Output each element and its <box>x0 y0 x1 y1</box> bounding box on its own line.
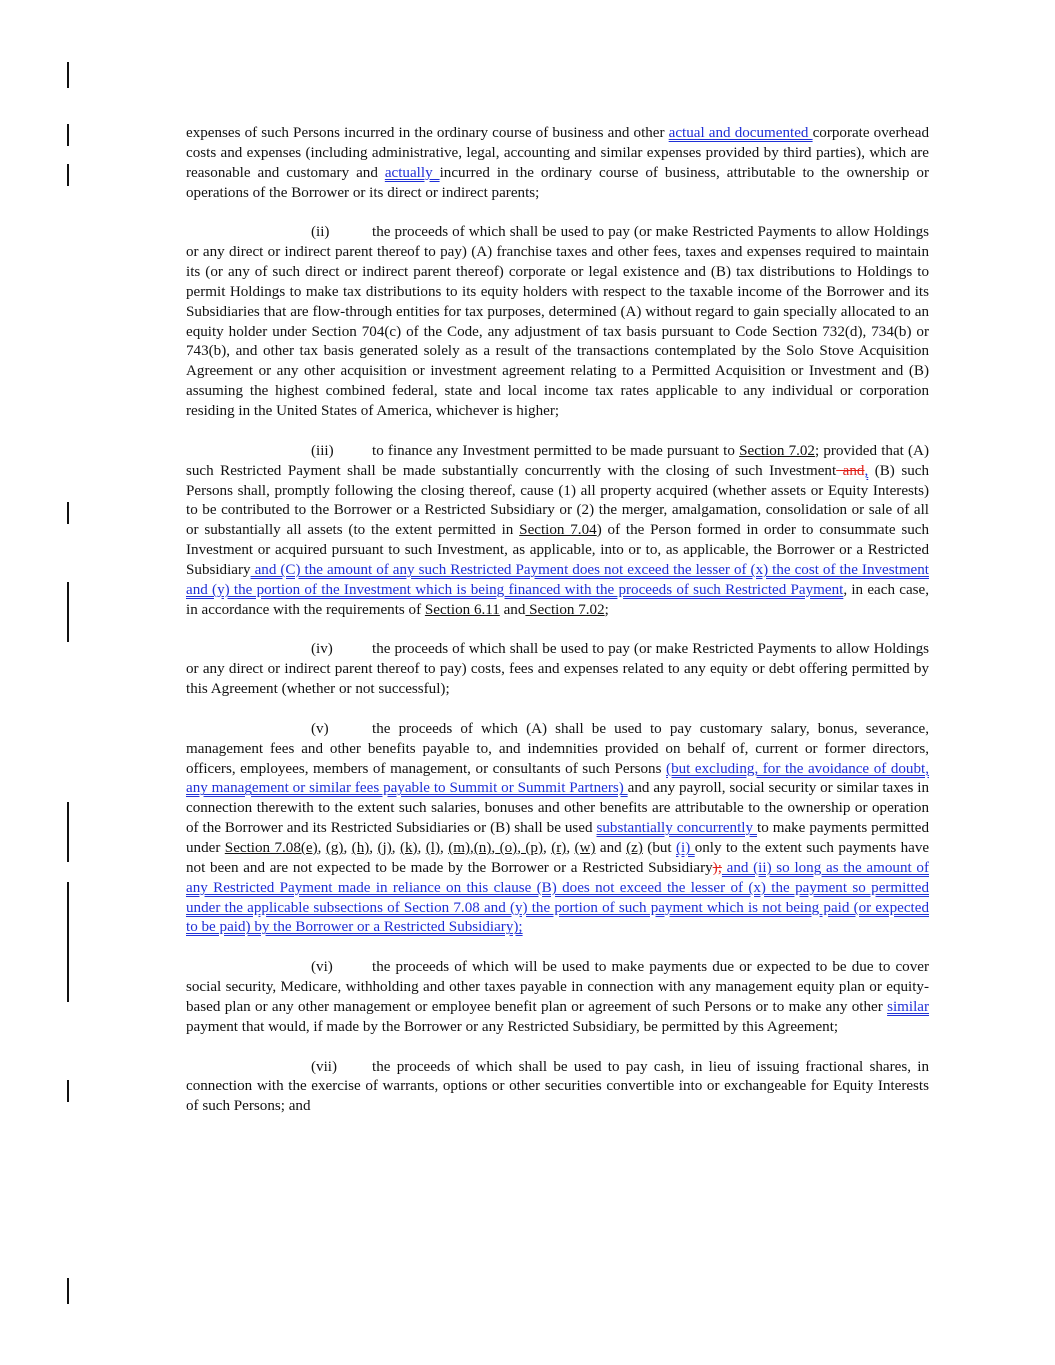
text: and <box>595 840 627 856</box>
text: ; <box>604 601 609 618</box>
text: , <box>566 840 575 856</box>
section-reference: (l) <box>425 840 440 856</box>
section-reference: Section 7.04 <box>519 522 597 539</box>
text: expenses of such Persons incurred in the ordinary course of business and other <box>186 125 669 141</box>
text: (but <box>642 840 677 856</box>
text: the proceeds of which shall be used to pay (or make Restricted Payments to allow Holdings or any direct or indirect parent thereof to pay) (A) franchise taxes and other fees, taxes and expenses required to maintain its (or any of such direct or indirect parent thereof) corporate or legal existence and (B) tax distributions to Holdings to permit Holdings to make tax distributions to its equity holders with respect to the taxable income of the Borrower and its Subsidiaries that are flow-through entities for tax purposes, determined (A) without regard to gain specially allocated to an equity holder under Section 704(c) of the Code, any adjustment of tax basis pursuant to Code Section 732(d), 734(b) or 743(b), and other tax basis generated solely as a result of the transactions contemplated by the Solo Stove Acquisition Agreement or any other acquisition or investment agreement relating to a Permitted Acquisition or Investment and (B) assuming the highest combined federal, state and local income tax rates applicable to any individual or corporation residing in the United States of America, whichever is higher; <box>186 224 929 419</box>
clause-iv <box>186 640 929 700</box>
clause-number: (vi) <box>311 959 333 976</box>
section-reference: (z) <box>626 840 643 856</box>
text: , <box>417 840 426 856</box>
text: , <box>440 840 449 856</box>
text: , <box>491 840 496 856</box>
text: corporate overhead costs and expenses (including administrative, legal, accounting and similar expenses provided by third parties), which are reasonable and customary and <box>186 125 929 181</box>
section-reference: (h) <box>351 840 370 856</box>
insertion: actually <box>384 164 440 181</box>
text: the proceeds of which (A) shall be used to pay customary salary, bonus, severance, management fees and other benefits payable to, and indemnities provided on behalf of, current or former directors, officers, employees, members of management, or consultants of such Persons <box>186 720 929 777</box>
text: only to the extent such payments have not been and are not expected to be made by the Borrower or a Restricted Subsidiary <box>186 840 930 876</box>
text: to finance any Investment permitted to be made pursuant to <box>372 442 740 459</box>
insertion: , <box>864 462 869 479</box>
section-reference: (w) <box>574 840 596 856</box>
insertion: actual and documented <box>668 125 813 141</box>
text: , <box>317 840 326 856</box>
clause-iii <box>186 442 929 621</box>
text: the proceeds of which will be used to make payments due or expected to be due to cover social security, Medicare, withholding and other taxes payable in connection with any management equity plan or equity-based plan or any other management or employee benefit plan or agreement of such Persons or to make any other <box>186 959 929 1015</box>
clause-vi <box>186 958 929 1037</box>
text: , <box>470 840 474 856</box>
section-reference: (r) <box>551 840 567 856</box>
insertion: substantially concurrently <box>596 820 757 837</box>
section-reference: (o) <box>495 840 518 856</box>
section-reference: Section 7.08(e) <box>224 840 318 856</box>
section-reference: Section 6.11 <box>424 601 500 618</box>
insertion: and (ii) so long as the amount of any Restricted Payment made in reliance on this clause (B) does not exceed the lesser of (x) the payment so permitted under the applicable subsections of Section 7.08 and (y) the portion of such payment which is not being paid (or expected to be paid) by the Borrower or a Restricted Subsidiary); <box>186 859 929 936</box>
clause-number: (vii) <box>311 1058 337 1075</box>
section-reference: (m) <box>448 840 470 856</box>
change-bar <box>67 1278 69 1304</box>
text: (B) such Persons shall, promptly following the closing thereof, cause (1) all property acquired (whether assets or Equity Interests) to be contributed to the Borrower or a Restricted Subsidiary or (2) the merger, amalgamation, consolidation or sale of all or substantially all assets (to the extent permitted in <box>186 462 929 539</box>
deletion: and <box>836 462 865 479</box>
change-bar <box>67 502 69 524</box>
change-bar <box>67 124 69 146</box>
section-reference: Section 7.02 <box>739 442 815 459</box>
clause-ii <box>186 223 929 421</box>
text: and any payroll, social security or similar taxes in connection therewith to the extent such salaries, bonuses and other benefits are attributable to the ownership or operation of the Borrower and its Restricted Subsidiaries or (B) shall be used <box>186 780 929 837</box>
change-bar <box>67 164 69 186</box>
clause-number: (ii) <box>311 224 330 241</box>
clause-vii <box>186 1058 929 1118</box>
text: , in each case, in accordance with the requirements of <box>186 581 929 618</box>
insertion: (i) <box>676 840 695 856</box>
change-bar <box>67 802 69 862</box>
text: , <box>517 840 521 856</box>
text: and <box>499 601 526 618</box>
deletion: ); <box>712 859 722 876</box>
clause-number: (v) <box>311 720 329 737</box>
document-page <box>186 124 929 1137</box>
text: , <box>369 840 378 856</box>
section-reference: (p) <box>520 840 544 856</box>
change-bar <box>67 882 69 1002</box>
text: the proceeds of which shall be used to pay cash, in lieu of issuing fractional shares, in connection with the exercise of warrants, options or other securities convertible into or exchangeable for Equity Interests of such Persons; and <box>186 1058 929 1115</box>
text: payment that would, if made by the Borrower or any Restricted Subsidiary, be permitted by this Agreement; <box>186 1018 839 1035</box>
change-bar <box>67 1080 69 1102</box>
section-reference: (k) <box>399 840 418 856</box>
insertion: and (C) the amount of any such Restricted Payment does not exceed the lesser of (x) the cost of the Investment and (y) the portion of the Investment which is being financed with the proceeds of such Restricted Payment <box>186 561 929 598</box>
text: the proceeds of which shall be used to pay (or make Restricted Payments to allow Holdings or any direct or indirect parent thereof to pay) costs, fees and expenses related to any equity or debt offering permitted by this Agreement (whether or not successful); <box>186 641 929 698</box>
change-bar <box>67 582 69 642</box>
insertion: similar <box>887 998 929 1015</box>
clause-number: (iii) <box>311 442 334 459</box>
insertion: (but excluding, for the avoidance of doubt, any management or similar fees payable to Summit or Summit Partners) <box>186 760 929 797</box>
clause-v <box>186 720 929 938</box>
text: , <box>343 840 352 856</box>
section-reference: Section 7.02 <box>525 601 605 618</box>
clause-number: (iv) <box>311 641 333 658</box>
text: ) of the Person formed in order to consummate such Investment or acquired pursuant to such Investment, as applicable, into or to, as applicable, the Borrower or a Restricted Subsidiary <box>186 522 929 578</box>
paragraph-continuation <box>186 124 929 203</box>
text: ; provided that (A) such Restricted Payment shall be made substantially concurrently with the closing of such Investment <box>186 442 929 479</box>
text: incurred in the ordinary course of business, attributable to the ownership or operations of the Borrower or its direct or indirect parents; <box>186 164 929 201</box>
text: to make payments permitted under <box>186 820 929 856</box>
section-reference: (g) <box>325 840 344 856</box>
section-reference: (j) <box>377 840 392 856</box>
text: , <box>391 840 400 856</box>
text: , <box>543 840 552 856</box>
section-reference: (n) <box>473 840 492 856</box>
change-bar <box>67 62 69 88</box>
